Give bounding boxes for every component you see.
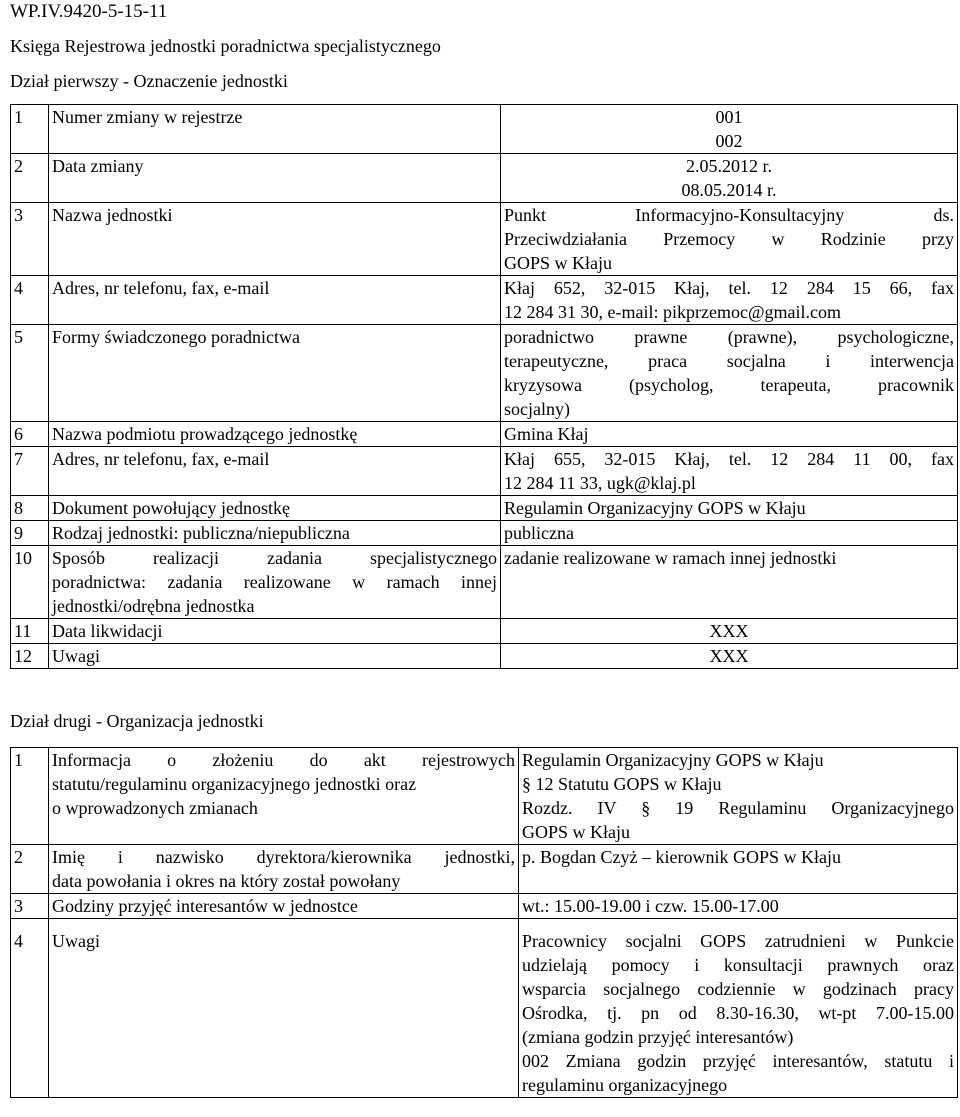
value-line: 002 Zmiana godzin przyjęć interesantów, statutu i — [522, 1051, 954, 1071]
row-number: 5 — [11, 325, 49, 422]
value-line: 001 — [715, 107, 743, 127]
value-line: Ośrodka, tj. pn od 8.30-16.30, wt-pt 7.00-15.00 — [522, 1003, 954, 1023]
value-line: 12 284 31 30, e-mail: pikprzemoc@gmail.com — [504, 302, 841, 322]
table-row — [11, 894, 958, 919]
row-label — [49, 748, 519, 845]
row-value: XXX — [501, 619, 958, 644]
row-number: 10 — [11, 546, 49, 619]
table-row — [11, 619, 958, 644]
value-line: Punkt Informacyjno-Konsultacyjny ds. — [504, 205, 954, 225]
value-line: Rozdz. IV § 19 Regulaminu Organizacyjnego — [522, 798, 954, 818]
row-value: p. Bogdan Czyż – kierownik GOPS w Kłaju — [519, 845, 958, 894]
section2-title: Dział drugi - Organizacja jednostki — [10, 711, 264, 731]
label-line: statutu/regulaminu organizacyjnego jednostki oraz — [52, 774, 417, 794]
row-label: Data zmiany — [49, 154, 501, 203]
row-number: 9 — [11, 521, 49, 546]
row-label: Nazwa podmiotu prowadzącego jednostkę — [49, 422, 501, 447]
row-value: wt.: 15.00-19.00 i czw. 15.00-17.00 — [519, 894, 958, 919]
value-line: udzielają pomocy i konsultacji prawnych oraz — [522, 955, 954, 975]
value-line: Kłaj 655, 32-015 Kłaj, tel. 12 284 11 00, fax — [504, 449, 954, 469]
table-row — [11, 447, 958, 496]
row-value — [501, 276, 958, 325]
row-label: Godziny przyjęć interesantów w jednostce — [49, 894, 519, 919]
value-line: § 12 Statutu GOPS w Kłaju — [522, 774, 722, 794]
value-line: Kłaj 652, 32-015 Kłaj, tel. 12 284 15 66, fax — [504, 278, 954, 298]
table-row — [11, 546, 958, 619]
table-row — [11, 276, 958, 325]
value-line: 12 284 11 33, ugk@klaj.pl — [504, 473, 696, 493]
table-row — [11, 748, 958, 845]
value-line: 08.05.2014 r. — [681, 180, 777, 200]
value-line: 002 — [715, 131, 743, 151]
row-number: 3 — [11, 203, 49, 276]
row-number: 11 — [11, 619, 49, 644]
row-value — [501, 325, 958, 422]
row-label: Rodzaj jednostki: publiczna/niepubliczna — [49, 521, 501, 546]
row-label: Nazwa jednostki — [49, 203, 501, 276]
row-value: zadanie realizowane w ramach innej jednostki — [501, 546, 958, 619]
value-line: terapeutyczne, praca socjalna i interwencja — [504, 351, 954, 371]
row-value — [519, 919, 958, 1098]
section1-table — [10, 104, 958, 669]
row-value — [501, 105, 958, 154]
row-label: Uwagi — [49, 919, 519, 1098]
section2-table — [10, 747, 958, 1098]
row-number: 1 — [11, 105, 49, 154]
label-line: Imię i nazwisko dyrektora/kierownika jednostki, — [52, 847, 515, 867]
row-number: 6 — [11, 422, 49, 447]
table-row — [11, 644, 958, 669]
value-line: 2.05.2012 r. — [685, 156, 772, 176]
row-label: Uwagi — [49, 644, 501, 669]
row-number: 2 — [11, 845, 49, 894]
value-line: Przeciwdziałania Przemocy w Rodzinie przy — [504, 229, 954, 249]
value-line: Regulamin Organizacyjny GOPS w Kłaju — [522, 750, 824, 770]
row-value: XXX — [501, 644, 958, 669]
row-label: Data likwidacji — [49, 619, 501, 644]
row-label: Adres, nr telefonu, fax, e-mail — [49, 276, 501, 325]
table-row — [11, 845, 958, 894]
register-title: Księga Rejestrowa jednostki poradnictwa specjalistycznego — [10, 36, 441, 56]
table-row — [11, 154, 958, 203]
value-line: GOPS w Kłaju — [504, 253, 613, 273]
row-label: Dokument powołujący jednostkę — [49, 496, 501, 521]
row-value — [501, 154, 958, 203]
row-value: Gmina Kłaj — [501, 422, 958, 447]
row-value — [501, 203, 958, 276]
table-row — [11, 496, 958, 521]
value-line: kryzysowa (psycholog, terapeuta, pracownik — [504, 375, 954, 395]
label-line: data powołania i okres na który został powołany — [52, 871, 401, 891]
label-line: jednostki/odrębna jednostka — [52, 596, 255, 616]
value-line: (zmiana godzin przyjęć interesantów) — [522, 1027, 794, 1047]
section1-title: Dział pierwszy - Oznaczenie jednostki — [10, 71, 288, 91]
row-number: 12 — [11, 644, 49, 669]
table-row — [11, 105, 958, 154]
label-line: o wprowadzonych zmianach — [52, 798, 258, 818]
label-line: Sposób realizacji zadania specjalistycznego — [52, 548, 497, 568]
value-line: poradnictwo prawne (prawne), psychologiczne, — [504, 327, 954, 347]
row-number: 8 — [11, 496, 49, 521]
value-line: Pracownicy socjalni GOPS zatrudnieni w Punkcie — [522, 931, 954, 951]
row-number: 4 — [11, 919, 49, 1098]
row-label — [49, 845, 519, 894]
row-value: publiczna — [501, 521, 958, 546]
table-row — [11, 521, 958, 546]
row-number: 7 — [11, 447, 49, 496]
row-label: Adres, nr telefonu, fax, e-mail — [49, 447, 501, 496]
row-number: 4 — [11, 276, 49, 325]
value-line: regulaminu organizacyjnego — [522, 1075, 728, 1095]
row-number: 1 — [11, 748, 49, 845]
register-code: WP.IV.9420-5-15-11 — [10, 1, 168, 22]
label-line: poradnictwa: zadania realizowane w ramach innej — [52, 572, 497, 592]
table-row — [11, 325, 958, 422]
row-number: 3 — [11, 894, 49, 919]
value-line: socjalny) — [504, 399, 570, 419]
table-row — [11, 422, 958, 447]
label-line: Informacja o złożeniu do akt rejestrowych — [52, 750, 515, 770]
table-row — [11, 203, 958, 276]
value-line: GOPS w Kłaju — [522, 822, 631, 842]
table-row — [11, 919, 958, 1098]
row-label: Numer zmiany w rejestrze — [49, 105, 501, 154]
row-value — [519, 748, 958, 845]
row-number: 2 — [11, 154, 49, 203]
row-value — [501, 447, 958, 496]
row-label — [49, 546, 501, 619]
row-value: Regulamin Organizacyjny GOPS w Kłaju — [501, 496, 958, 521]
value-line: wsparcia socjalnego codziennie w godzinach pracy — [522, 979, 954, 999]
row-label: Formy świadczonego poradnictwa — [49, 325, 501, 422]
